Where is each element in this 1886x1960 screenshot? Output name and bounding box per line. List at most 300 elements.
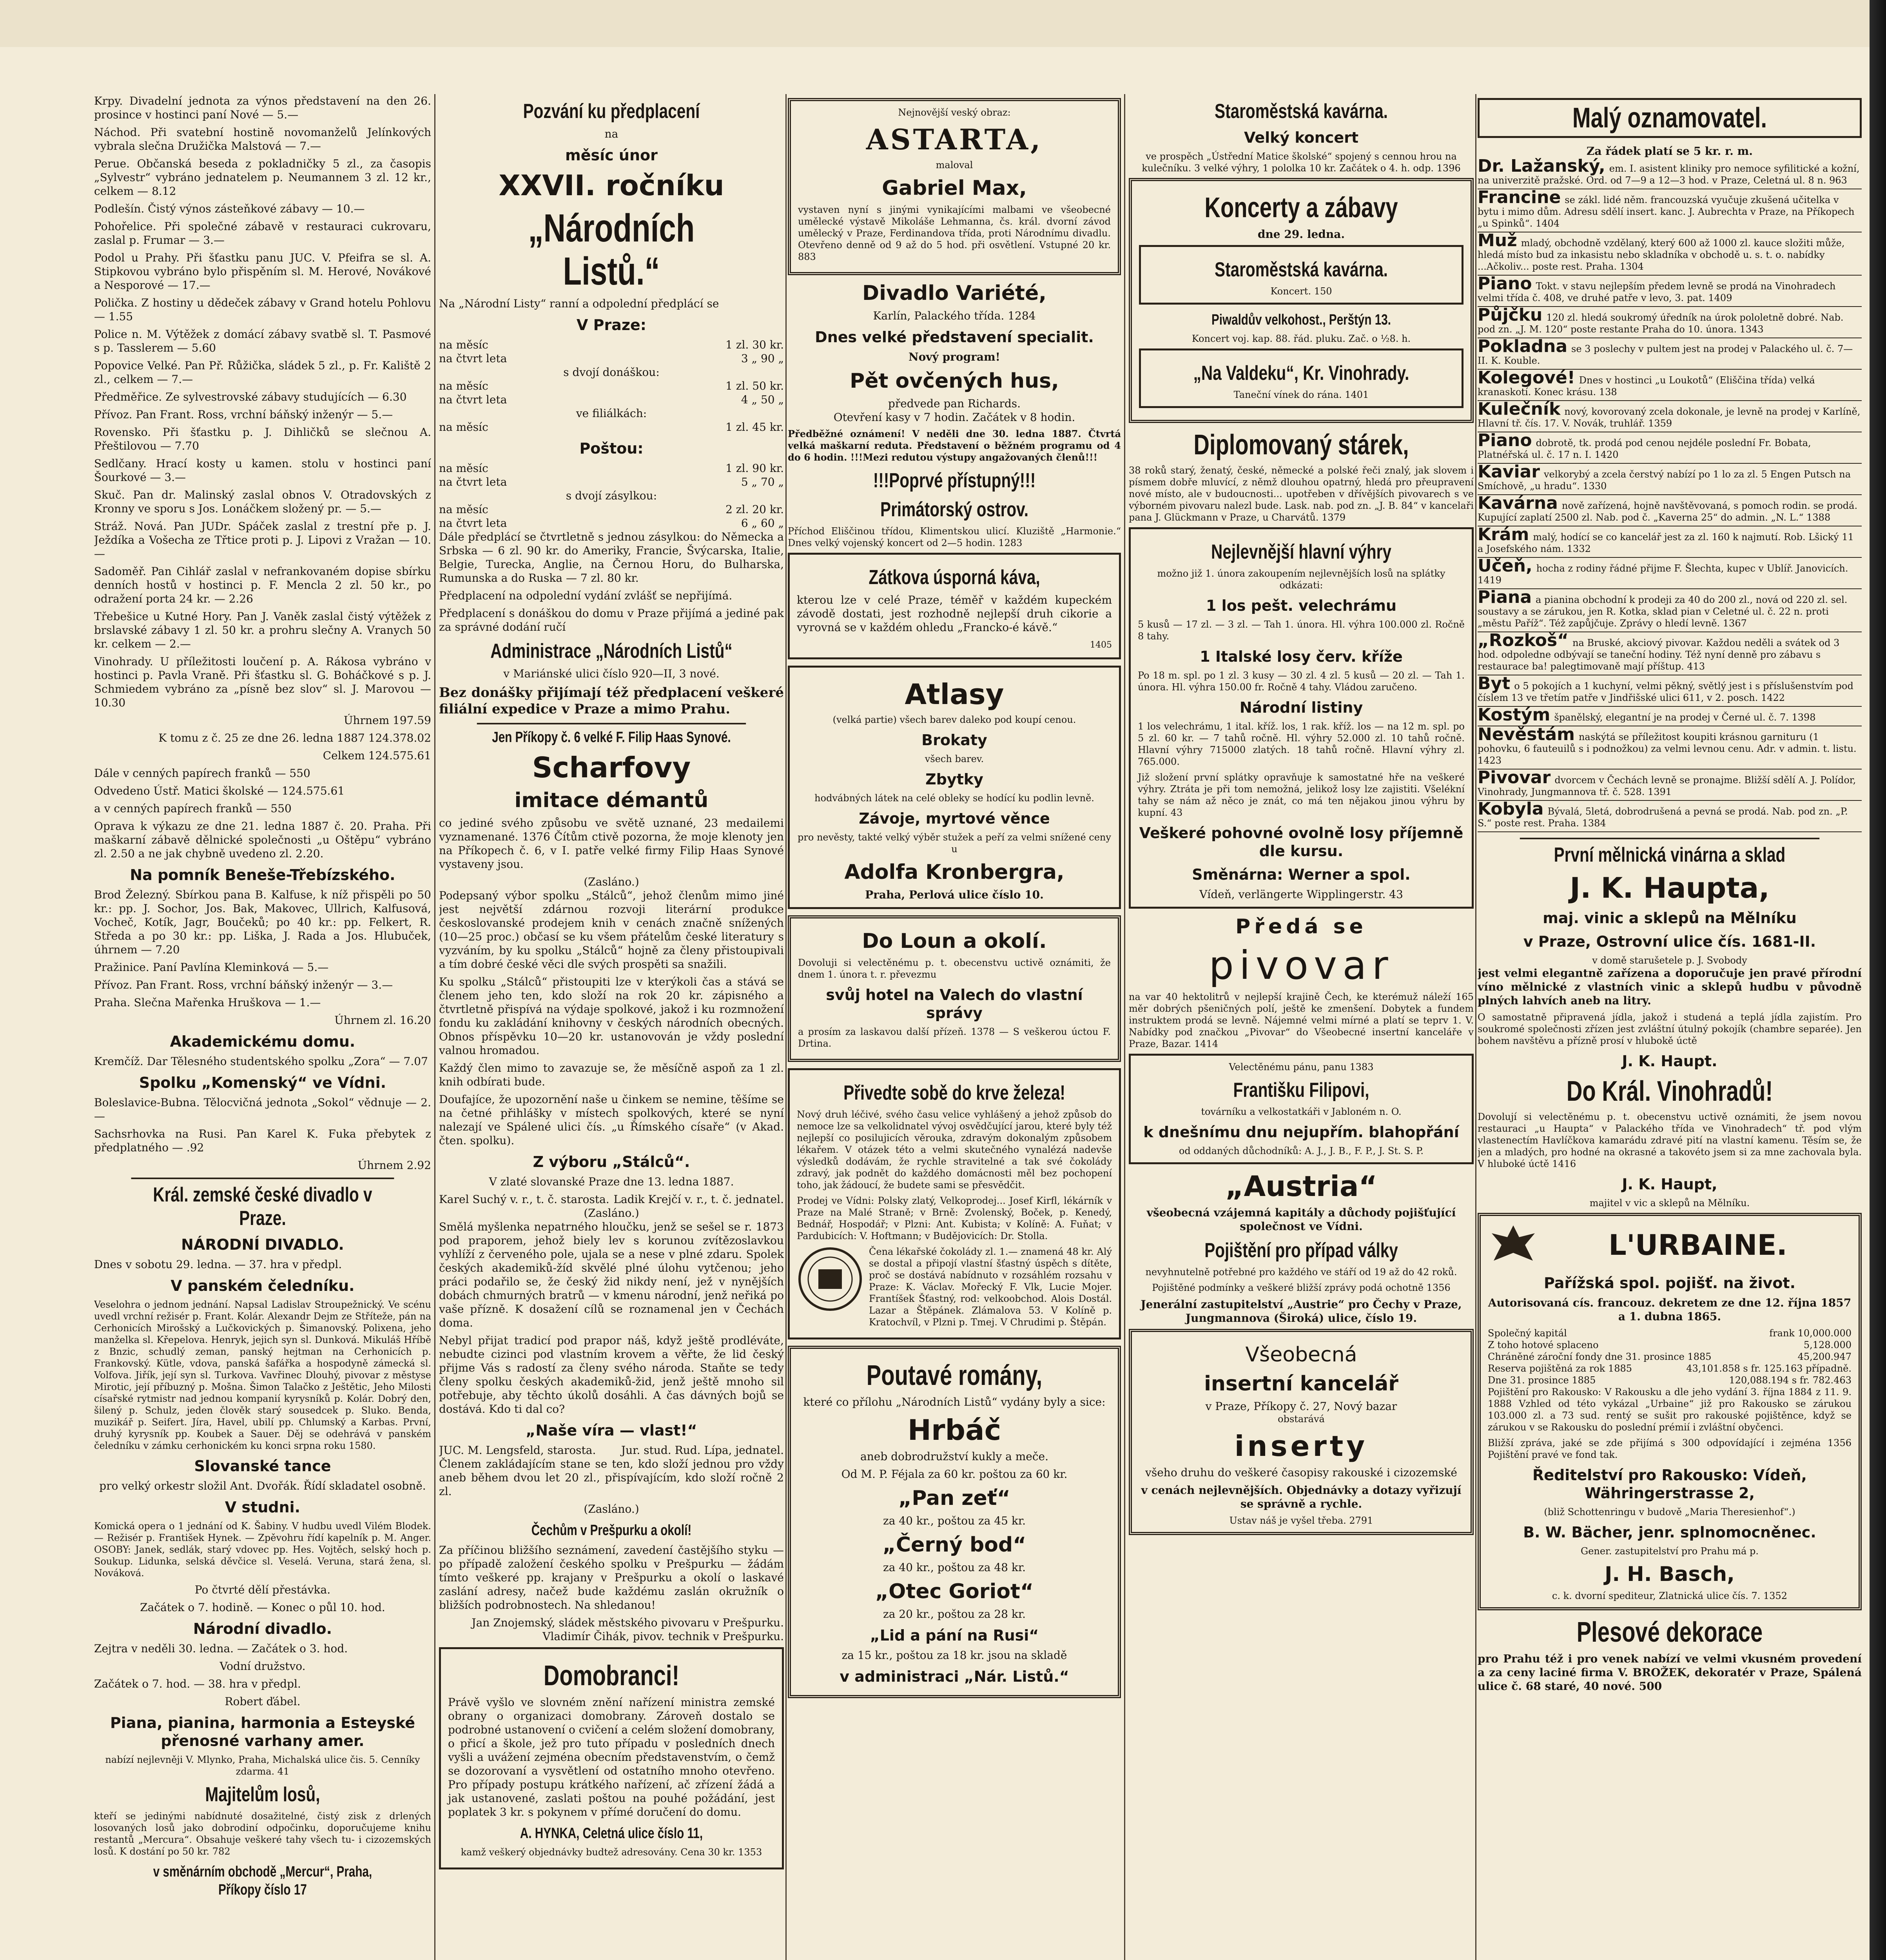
paper-title: „Národních Listů.“: [528, 206, 695, 293]
price-value: 4 „ 50 „: [741, 393, 784, 406]
page-top-margin: [0, 0, 1886, 47]
chocolate-seal-icon: [797, 1246, 863, 1312]
lots-ad-footer: v směnárním obchodě „Mercur“, Praha, Příkopy číslo 17: [153, 1864, 372, 1898]
wine-sub: maj. vinic a sklepů na Mělníku: [1543, 909, 1797, 927]
domobrana-publisher: A. HYNKA, Celetná ulice číslo 11,: [520, 1825, 703, 1842]
donation-entry: Kremčíž. Dar Tělesného studentského spolku „Zora“ — 7.07: [94, 1055, 428, 1068]
donation-entry: Pražinice. Paní Pavlína Kleminková — 5.—: [94, 961, 329, 974]
classified-ad: [1478, 675, 1862, 707]
concert-item: [1139, 348, 1463, 408]
classified-text: španělský, elegantní je na prodej v Černé ul. č. 7. 1398: [1554, 712, 1816, 723]
classified-keyword: Učeň,: [1478, 556, 1532, 576]
basch-address: c. k. dvorní spediteur, Zlatnická ulice čís. 7. 1352: [1552, 1590, 1788, 1601]
concerts-date: dne 29. ledna.: [1257, 228, 1345, 241]
lottery-item: Národní listiny: [1239, 699, 1363, 716]
urbaine-row-label: Z toho hotové splaceno: [1488, 1339, 1599, 1350]
subscription-group: ve filiálkách:: [576, 407, 647, 420]
lottery-sub: možno již 1. února zakoupením nejlevnějších losů na splátky odkázati:: [1157, 568, 1445, 591]
classified-text: o 5 pokojích a 1 kuchyní, velmi pěkný, světlý jest i s příslušenstvím pod číslem 13 ve třetím patře v Jindřišské ulici 611, v 2. posch. 1422: [1478, 681, 1853, 703]
classified-keyword: Krám: [1478, 524, 1529, 544]
subscription-text: Dále předplácí se čtvrtletně s jednou zásylkou: do Německa a Srbska — 6 zl. 90 kr. do Ameriky, Francie, Švýcarska, Italie, Belgie, Turecka, Anglie, na Černou Horu, do Bulharska, Rumunska a do Ruska — 7 zl. 80 kr.: [439, 530, 784, 584]
novels-ad: [788, 1346, 1121, 1698]
price-label: na měsíc: [439, 462, 488, 475]
classified-keyword: Kulečník: [1478, 399, 1561, 419]
classified-text: Dnes v hostinci „u Loukotů“ (Eliščina třída) velká kranaskotí. Konec krásu. 138: [1478, 375, 1815, 397]
donation-entry: Boleslavice-Bubna. Tělocvičná jednota „Sokol“ vědnuje — 2.—: [94, 1096, 431, 1123]
pivovar-text: na var 40 hektolitrů v nejlepší krajině Čech, ke kterémuž náleží 165 měr dobrých pšeničných polí, ještě ke zmenšení. Dobytek a fundem instruktem prodá se levně. Nájemné velmi mírné a platí se teprv 1. V. Nabídky pod značkou „Pivovar“ do Všeobecné insertní kanceláře v Praze, Bazar. 1414: [1129, 991, 1474, 1049]
theatre-heading: Král. zemské české divadlo v Praze.: [131, 1178, 394, 1230]
classified-keyword: Kolegové!: [1478, 368, 1575, 388]
urbaine-header: [1488, 1221, 1852, 1269]
classified-keyword: Kaviar: [1478, 462, 1540, 482]
urbaine-row-value: 45,200.947: [1797, 1351, 1852, 1362]
classified-ad: [1478, 495, 1862, 526]
subscription-group: Poštou:: [579, 440, 644, 457]
donation-entry: Přívoz. Pan Frant. Ross, vrchní báňský inženýr — 3.—: [94, 978, 393, 991]
classified-text: Tokt. v stavu nejlepším předem levně se prodá na Vinohradech velmi třída č. 408, ve druhé patře v levo, 3. pat. 1409: [1478, 281, 1836, 303]
nd-line: Robert ďábel.: [225, 1695, 301, 1708]
classified-keyword: Půjčku: [1478, 305, 1543, 325]
zbytky-heading: Zbytky: [925, 771, 983, 788]
administration-address: v Mariánské ulici číslo 920—II, 3 nové.: [503, 667, 720, 680]
insert-vseob: Všeobecná: [1245, 1343, 1357, 1367]
kavarna-sub: Velký koncert: [1244, 129, 1358, 146]
classified-ad: [1478, 526, 1862, 558]
urbaine-row-label: Společný kapitál: [1488, 1328, 1567, 1339]
classified-keyword: Kavárna: [1478, 493, 1558, 513]
ad-code: 1405: [1090, 640, 1112, 650]
primator-island: Primátorský ostrov.: [880, 498, 1028, 521]
haas-line: Jen Příkopy č. 6 velké F. Filip Haas Synové.: [477, 723, 746, 746]
diploma-heading: Diplomovaný stárek,: [1193, 429, 1409, 461]
concert-venue: „Na Valdeku“, Kr. Vinohrady.: [1193, 362, 1409, 385]
chocolate-text: Čena lékařské čokolády zl. 1.— znamená 48 kr. Alý se dostal a připojí vlastní šťastný úspěch s dítěte, proč se dostává nabídnuto v rozsáhlém rozsahu v Praze: K. Václav. Mořecký F. Vlk, Lucie Mojer. Frantíšek Šťastný, rod: velkoobchod. Alois Dostál. Lazar a Štěpánek. Zlámalova 53. V Kolíně p. Kratochvíl, v Plzni p. Tmej. V Chrudimi p. Štěpán.: [869, 1246, 1112, 1328]
astarte-painter: Gabriel Max,: [882, 176, 1027, 200]
zaslano-label: (Zasláno.): [584, 1503, 639, 1515]
donation-entry: Sadoměř. Pan Cihlář zaslal v nefrankovaném dopise sbírku denních hostů v hostinci p. F. Mencla 2 zl. 50 kr., po odražení porta 24 kr. — 2.26: [94, 565, 431, 605]
classified-ad: [1478, 801, 1862, 832]
price-row: [439, 420, 784, 434]
section-heading-komensky: Spolku „Komenský“ ve Vídni.: [139, 1074, 386, 1091]
exchange-address: Vídeň, verlängerte Wipplingerstr. 43: [1199, 888, 1403, 901]
primator-text: Příchod Eliščinou třídou, Klimentskou ulicí. Kluziště „Harmonie.“ Dnes velký vojenský koncert od 2—5 hodin. 1283: [788, 526, 1121, 548]
urbaine-row-value: frank 10,000.000: [1769, 1328, 1852, 1339]
classified-ad: [1478, 632, 1862, 675]
classified-text: nový, kovorovaný zcela dokonale, je levně na prodej v Karlíně, Hlavní tř. čís. 17. V. Novák, truhlář. 1359: [1478, 406, 1861, 429]
donation-entry: Praha. Slečna Mařenka Hruškova — 1.—: [94, 996, 321, 1009]
donation-entry: Podlešín. Čistý výnos zásteňkové zábavy — 10.—: [94, 202, 365, 215]
donation-subtotal: Úhrnem zl. 16.20: [334, 1014, 431, 1027]
classified-text: hocha z rodiny řádné přijme F. Šlechta, kupec v Ublíř. Janovicích. 1419: [1478, 563, 1848, 586]
price-label: na měsíc: [439, 421, 488, 434]
letter-text: Nebyl přijat tradicí pod prapor náš, když ještě prodléváte, nebudte cizinci pod vlastním krovem a věřte, že lid český přijme Vás s radostí za členy svého národa. Staňte se tedy členy spolku českých akademiků-žid, jenž ještě mnoho sil potřebuje, aby těchto úkolů dosáhli. A čas dávných bojů se dostává. Kdo ti dal co?: [439, 1334, 784, 1416]
classified-keyword: Francine: [1478, 187, 1561, 207]
lots-ad-heading: Majitelům losů,: [205, 1783, 320, 1806]
letter-signatures: [439, 1192, 784, 1206]
novel-title: „Otec Goriot“: [875, 1580, 1034, 1603]
column-rule: [1124, 94, 1125, 1960]
zavoje-heading: Závoje, myrtové věnce: [859, 810, 1050, 827]
loun-heading: Do Loun a okolí.: [862, 929, 1047, 953]
zbytky-text: hodvábných látek na celé obleky se hodící ku podlin levně.: [814, 793, 1094, 804]
signature: Jur. stud. Rud. Lípa, jednatel.: [621, 1444, 784, 1457]
subscription-text: Předplacení s donáškou do domu v Praze přijímá a jediné pak za správné dodání ručí: [439, 607, 784, 633]
price-row: [439, 379, 784, 393]
letter-signatures: [439, 1443, 784, 1457]
price-row: [439, 461, 784, 475]
urbaine-row-value: 43,101.858 s fr. 125.163 případně.: [1686, 1363, 1852, 1374]
letter-text: Doufajíce, že upozornění naše u činkem se nemine, těšíme se na četné přihlášky v místech spolkových, které se nyní nalezají ve Spálené ulici čís. „u Římského císaře“ (v Akad. čten. spolku).: [439, 1093, 784, 1147]
donation-subtotal: Úhrnem 2.92: [357, 1159, 431, 1172]
vinohrady-signature2: majitel v vic a sklepů na Mělníku.: [1589, 1198, 1750, 1209]
lottery-item-text: 5 kusů — 17 zl. — 3 zl. — Tah 1. února. Hl. výhra 100.000 zl. Ročně 8 tahy.: [1138, 619, 1465, 642]
coffee-ad: [788, 553, 1121, 659]
section-heading-nd: Národní divadlo.: [193, 1620, 332, 1637]
iron-heading: Přivedte sobě do krve železa!: [843, 1082, 1065, 1104]
classified-ad: [1478, 769, 1862, 801]
letter-signature-head: Z výboru „Stálců“.: [533, 1153, 690, 1171]
classified-keyword: Nevěstám: [1478, 724, 1575, 744]
play-time: Začátek o 7. hodině. — Konec o půl 10. hod.: [140, 1601, 385, 1614]
novels-heading: Poutavé romány,: [866, 1360, 1043, 1391]
column-ads-3: [788, 94, 1121, 1960]
donation-entry: Sedlčany. Hrací kosty u kamen. stolu v hostinci paní Šourkové — 3.—: [94, 457, 431, 484]
concerts-box: [1129, 178, 1474, 423]
astarte-ad: [788, 98, 1121, 275]
piano-ad-heading: Piana, pianina, harmonia a Esteyské přenosné varhany amer.: [110, 1714, 415, 1749]
haas-title: Scharfovy: [532, 751, 691, 784]
classified-ad: [1478, 158, 1862, 189]
classified-ad: [1478, 276, 1862, 307]
letter-motto: „Naše víra — vlast!“: [526, 1422, 697, 1439]
donation-entry: Police n. M. Výtěžek z domácí zábavy svatbě sl. T. Pasmové s p. Tasslerem — 5.60: [94, 328, 431, 354]
classified-ad: [1478, 401, 1862, 432]
classified-ad: [1478, 589, 1862, 632]
vinohrady-signature: J. K. Haupt,: [1622, 1176, 1717, 1193]
zaslano-label: (Zasláno.): [584, 1207, 639, 1220]
zaslano-label: (Zasláno.): [584, 875, 639, 888]
austria-text: všeobecná vzájemná kapitály a důchody pojišťující společnost ve Vídni.: [1146, 1206, 1456, 1233]
section-heading-akad: Akademickému domu.: [170, 1033, 355, 1050]
theatre-date: Dnes v sobotu 29. ledna. — 37. hra v předpl.: [94, 1258, 342, 1271]
urbaine-heading: L'URBAINE.: [1608, 1229, 1787, 1261]
loun-text: Dovoluji si velectěnému p. t. obecenstvu uctivě oznámiti, že dnem 1. února t. r. převezmu: [798, 957, 1111, 980]
lottery-item: 1 Italské losy červ. kříže: [1200, 648, 1403, 665]
novels-admin: v administraci „Nár. Listů.“: [840, 1668, 1069, 1685]
donation-entry: Perue. Občanská beseda z pokladničky 5 zl., za časopis „Sylvestr“ vybráno jednatelem p. Neumannem 3 zl. 12 kr., celkem — 8.12: [94, 157, 431, 198]
domobrana-footer: kamž veškerý objednávky budtež adresovány. Cena 30 kr. 1353: [461, 1847, 762, 1858]
play-title: V studni.: [225, 1499, 301, 1516]
donation-entry: Stráž. Nová. Pan JUDr. Spáček zaslal z trestní pře p. J. Ježdíka a Vošecha ze Třtice proti p. J. Lipovi z Vražan — 10.—: [94, 520, 431, 560]
lottery-kursu: Veškeré pohovné ovolně losy příjemně dle kursu.: [1139, 824, 1463, 860]
astarte-title: ASTARTA,: [866, 123, 1043, 156]
classified-keyword: Piano: [1478, 430, 1532, 450]
variete-heading: Divadlo Variété,: [862, 281, 1046, 305]
price-row: [439, 516, 784, 530]
letter-text: Za příčinou bližšího seznámení, zavedení častějšího styku — po případě založení českého spolku v Prešpurku — žádám tímto veškeré pp. krajany v Prešpurku a okolí o laskavé zaslání adresy, načež bude každému zaslán okružník o bližších podrobnostech. Na shledanou!: [439, 1544, 784, 1612]
classified-keyword: Dr. Lažanský,: [1478, 156, 1605, 176]
donation-entry: Předměřice. Ze sylvestrovské zábavy studujících — 6.30: [94, 390, 407, 403]
classified-ad: [1478, 432, 1862, 464]
urbaine-sub: Pařížská spol. pojišť. na život.: [1543, 1274, 1796, 1292]
column-donations: [94, 94, 431, 1960]
loun-signature: a prosím za laskavou další přízeň. 1378 — S veškerou úctou F. Drtina.: [798, 1026, 1111, 1049]
price-row: [439, 393, 784, 407]
signature: JUC. M. Lengsfeld, starosta.: [439, 1444, 596, 1457]
play-cast: Veselohra o jednom jednání. Napsal Ladislav Stroupežnický. Ve scénu uvedl vrchní režisér p. Frant. Kolár. Alexandr Dejm ze Stříteže, pán na Cerhonicích Mirošský a Lučkovických p. Šimanovský. Polixena, jeho manželka sl. Křepelova. Henryk, jejich syn sl. Dunková. Mikuláš Hříbě z Bnzic, schudlý zeman, panský hejtman na Cerhonicích p. Frankovský. Kütle, vdova, panská šafářka a hospodyně zámecká sl. Volfova. Jiřík, její syn sl. Turkova. Vavřinec Dlouhý, pivovar z městyse Mirotic, její příbuzný p. Mošna. Šimon Talačko z Ještětic, Jeho Milosti císařské rytmistr nad jednou kompanií kyrysníků p. Kolár. Dobrý den, šilený p. Schulz, jeden člověk starý sousedcek p. Sluko. Benda, muzikář p. Seifert. Jíra, Havel, ubilí pp. Chlumský a Karbas. První, druhý kyrysník pp. Koubek a Sauer. Děj se odehrává v panském čeledníku v zámku cerhonickém ku konci srpna roku 1580.: [94, 1299, 431, 1451]
novel-title: Hrbáč: [907, 1414, 1001, 1446]
novel-price: za 15 kr., poštou za 18 kr. jsou na skladě: [841, 1649, 1067, 1662]
price-value: 1 zl. 90 kr.: [725, 462, 784, 475]
iron-list: Prodej ve Vídni: Polsky zlatý, Velkoprodej... Josef Kirfl, lékárník v Praze na Malé Straně; v Brně: Zvolenský, Boček, p. Kenedý, Bednář, Hospodář; v Plzni: Ant. Kubista; v Kolíně: A. Fuňat; v Pardubicích: V. Hoftmann; v Budějovicích: Dr. Stolla.: [797, 1195, 1112, 1241]
classified-ad: [1478, 189, 1862, 232]
novel-price: za 40 kr., poštou za 48 kr.: [883, 1561, 1026, 1574]
play-note: Po čtvrté dělí přestávka.: [194, 1583, 331, 1596]
column-rule: [1475, 94, 1476, 1960]
wine-signature: J. K. Haupt.: [1622, 1053, 1717, 1070]
nd-line: Zejtra v neděli 30. ledna. — Začátek o 3. hod.: [94, 1642, 348, 1655]
subscription-intro: Na „Národní Listy“ ranní a odpolední předplácí se: [439, 297, 719, 310]
concert-detail: Taneční vínek do rána. 1401: [1233, 389, 1369, 400]
classified-keyword: Piana: [1478, 587, 1532, 607]
atlas-text: (velká partie) všech barev daleko pod koupí cenou.: [832, 714, 1076, 725]
classified-text: se zákl. lidé něm. francouzská vyučuje zkušená učitelka v bytu i mimo dům. Adresu sdělí insert. kanc. J. Aubrechta v Praze, na Příkopech „u Spinků“. 1404: [1478, 194, 1855, 229]
bacher-name: B. W. Bächer, jenr. splnomocněnec.: [1523, 1524, 1816, 1541]
price-row: [439, 352, 784, 365]
classified-text: velkorybý a zcela čerstvý nabízí po 1 lo za zl. 5 Engen Putsch na Smíchově, „u hradu“. 1330: [1478, 469, 1851, 492]
donation-entry: Třebešice u Kutné Hory. Pan J. Vaněk zaslal čistý výtěžek z brslavské zábavy 1 zl. 50 kr. a prohru slečny A. Vranych 50 kr. celkem — 2.—: [94, 610, 431, 650]
concerts-heading: Koncerty a zábavy: [1204, 192, 1398, 223]
vinohrady-heading: Do Král. Vinohradů!: [1566, 1076, 1773, 1107]
variete-act: Pět ovčených hus,: [850, 369, 1059, 393]
urbaine-text: Autorisovaná cís. francouz. dekretem ze dne 12. října 1857 a 1. dubna 1865.: [1488, 1296, 1852, 1323]
loun-ad: [788, 915, 1121, 1062]
subscription-heading: Pozvání ku předplacení: [523, 100, 700, 123]
price-label: na čtvrt leta: [439, 475, 507, 488]
concert-venue: Piwaldův velkohost., Perštýn 13.: [1211, 312, 1391, 328]
haas-subtitle: imitace démantů: [514, 789, 709, 812]
domobrana-text: Právě vyšlo ve slovném znění nařízení ministra zemské obrany o organizaci domobrany. Zároveň dostalo se podrobné ustanovení o cvičení a celém složení domobrany, o přicí a škole, jež pro tuto případu v posledních dnech vyšli a uvážení zejména obecním představenstvím, o čemž se dozorovaní a vysvětlení od ostatního mnoho otevřeno. Pro případy postupu krátkého nařízení, ač zřízení žádá a jak ustanovené, zaslati poštou na pouhé požádání, jest poplatek 3 kr. s pokynem v přímé doručení do domu.: [448, 1696, 775, 1818]
lottery-box: [1129, 527, 1474, 909]
filip-from: od oddaných důchodníků: A. J., J. B., F. P., J. St. S. P.: [1179, 1145, 1424, 1156]
classified-text: Bývalá, 5letá, dobrodrušená a pevná se prodá. Nab. pod zn. „P. S.“ poste rest. Praha. 1384: [1478, 806, 1848, 829]
classifieds-rate: Za řádek platí se 5 kr. r. m.: [1586, 145, 1753, 158]
iron-ad: [788, 1068, 1121, 1339]
urbaine-row: [1488, 1339, 1852, 1351]
urbaine-row: [1488, 1351, 1852, 1363]
donation-entry: Popovice Velké. Pan Př. Růžička, sládek 5 zl., p. Fr. Kaliště 2 zl., celkem — 7.—: [94, 359, 431, 386]
basch-name: J. H. Basch,: [1605, 1563, 1735, 1586]
classified-text: 120 zl. hledá soukromý úředník na úrok pololetně dobré. Nab. pod zn. „J. M. 120“ poste restante Praha do 10. února. 1343: [1478, 312, 1844, 335]
classified-text: a pianina obchodní k prodeji za 40 do 200 zl., nová od 220 zl. sel. soustavy a se zárukou, jen R. Kotka, sklad pian v Celetné ul. č. 22 n. proti „městu Paříž“. Též zapůjčuje. Zprávy o hledí levně. 1367: [1478, 594, 1848, 629]
column-ads-4: [1129, 94, 1474, 1960]
column-rule: [785, 94, 787, 1960]
novel-sub: aneb dobrodružství kukly a meče.: [860, 1450, 1048, 1463]
domobrana-ad: [439, 1647, 784, 1869]
program-title: Slovanské tance: [194, 1457, 331, 1475]
urbaine-row-label: Reserva pojištěná za rok 1885: [1488, 1363, 1632, 1374]
filip-text: k dnešnímu dnu nejupřím. blahopřání: [1143, 1123, 1459, 1141]
theatre-subheading: NÁRODNÍ DIVADLO.: [181, 1236, 344, 1253]
wine-name: J. K. Haupta,: [1570, 871, 1770, 904]
column-classifieds: [1478, 94, 1862, 1960]
vinohrady-text: Dovolují si velectěnému p. t. obecenstvu uctivě oznámiti, že jsem novou restauraci „u Haupta“ v Palackého třída ve Vinohradech“ tř. pod vlým vlastenectím Havlíčkova kamarádu zdravé pití na vlastní kamenu. Těsím se, že jen a mladých, pro hodné na okrasné a takovéto jsem si za mne zachovala byla. V hluboké úctě 1416: [1478, 1111, 1862, 1169]
classified-ad: [1478, 707, 1862, 726]
price-value: 3 „ 90 „: [741, 352, 784, 365]
price-label: na čtvrt leta: [439, 393, 507, 406]
price-value: 1 zl. 45 kr.: [725, 421, 784, 434]
urbaine-row-label: Chráněné zároční fondy dne 31. prosince 1885: [1488, 1351, 1712, 1362]
concert-venue: Staroměstská kavárna.: [1215, 258, 1388, 281]
wine-address2: v domě starušetele p. J. Svobody: [1592, 955, 1747, 966]
price-value: 2 zl. 20 kr.: [725, 503, 784, 516]
urbaine-ins: Bližší zpráva, jaké se zde přijímá s 300 odpovídající i zejména 1356 Pojištění pravé ve fond tak.: [1488, 1437, 1852, 1460]
classified-text: nově zařízená, hojně navštěvovaná, s pomoch rodin. se prodá. Kupující zaplatí 2500 zl. Nab. pod č. „Kaverna 25“ do admin. „N. L.“ 1388: [1478, 500, 1858, 523]
urbaine-row: [1488, 1327, 1852, 1339]
donation-entry: Sachsrhovka na Rusi. Pan Karel K. Fuka přebytek z předplatného — .92: [94, 1127, 431, 1154]
donation-total: Celkem 124.575.61: [323, 749, 431, 762]
classified-ad: [1478, 558, 1862, 589]
subscription-note: Bez donášky přijímají též předplacení veškeré filiální expedice v Praze a mimo Prahu.: [439, 685, 784, 717]
classified-text: em. I. asistent kliniky pro nemoce syfilitické a kožní, na univerzitě pražské. Ord. od 7—9 a 12—3 hod. v Praze, Celetná ul. 8 n. 963: [1478, 163, 1860, 186]
price-value: 1 zl. 50 kr.: [725, 379, 784, 392]
price-row: [439, 475, 784, 489]
exchange-office: Směnárna: Werner a spol.: [1192, 866, 1411, 883]
austria-general: Jenerální zastupitelství „Austrie“ pro Čechy v Praze, Jungmannova (Široká) ulice, číslo 19.: [1141, 1298, 1462, 1325]
urbaine-directorate2: (bliž Schottenringu v budově „Maria Theresienhof“.): [1544, 1506, 1795, 1517]
inserty-text: v cenách nejlevnějších. Objednávky a dotazy vyřizují se správně a rychle.: [1141, 1484, 1462, 1510]
price-label: na čtvrt leta: [439, 352, 507, 365]
variete-note: Předběžné oznámení! V neděli dne 30. ledna 1887. Čtvrtá velká maškarní reduta. Představení o běžném programu od 4 do 6 hodin. !!!Mezi redutou výstupy angažovaných členů!!!: [788, 428, 1121, 463]
classified-keyword: Piano: [1478, 274, 1532, 294]
insert-office-box: [1129, 1329, 1474, 1535]
variete-performance: Dnes velké představení specialit.: [815, 328, 1094, 346]
donation-correction: Oprava k výkazu ze dne 21. ledna 1887 č. 20. Praha. Při maškarní zábavě dělnické společnosti „u Oštěpu“ vybráno zl. 2.50 a ne jak chybně uvedeno zl. 2.20.: [94, 820, 431, 860]
classified-ad: [1478, 307, 1862, 338]
wine-text2: O samostatně připravená jídla, jakož i studená a teplá jídla zajistím. Pro soukromé společnosti zřízen jest zvláštní útulný pokojík (chambre separée). Jen bohem navštěvu a přízně prosí v hlubokě úctě: [1478, 1012, 1862, 1046]
eagle-emblem-icon: [1488, 1221, 1539, 1269]
urbaine-row-value: 120,088.194 s fr. 782.463: [1729, 1375, 1852, 1386]
filip-name: Františku Filipovi,: [1233, 1079, 1369, 1102]
section-heading-benes: Na pomník Beneše-Třebízského.: [130, 866, 395, 884]
kavarna-text: ve prospěch „Ústřední Matice školské“ spojený s cennou hrou na kulečníku. 3 velké výhry, 1 pololka 10 kr. Začátek o 4. h. odp. 1396: [1142, 151, 1461, 174]
price-value: 6 „ 60 „: [741, 517, 784, 530]
play-cast: Komická opera o 1 jednání od K. Šabiny. V hudbu uvedl Vilém Blodek. — Režisér p. František Hynek. — Zpěvohru řídí kapelník p. M. Anger. OSOBY: Janek, sedlák, starý vdovec pp. Hes. Vojtěch, selský hoch p. Soukup. Lidunka, selská děvčice sl. Veselá. Veruna, stará žena, sl. Nováková.: [94, 1521, 431, 1579]
donation-entry: Polička. Z hostiny u dědeček zábavy v Grand hotelu Pohlovu — 1.55: [94, 296, 431, 323]
donation-entry: Rovensko. Při šťastku p. J. Dihličků se slečnou A. Přeštilovou — 7.70: [94, 426, 431, 452]
letter-title: Čechům v Prešpurku a okolí!: [531, 1522, 692, 1539]
classified-text: naskýtá se příležitost koupiti krásnou garnituru (1 pohovku, 6 fauteuilů s i podnožkou) za velmi levnou cenu. Adr. v admin. t. listu. 1423: [1478, 731, 1857, 766]
classified-keyword: Pivovar: [1478, 768, 1551, 788]
inserty-sub: všeho druhu do veškeré časopisy rakouské i cizozemské: [1145, 1466, 1457, 1479]
donation-entry: Vinohrady. U příležitosti loučení p. A. Rákosa vybráno v hostinci p. Pavla Vraně. Při šťastku sl. G. Boháčkové s p. J. Schmiedem vybráno za „písně bez slov“ sl. J. Marovou — 10.30: [94, 655, 431, 709]
classifieds-heading: Malý oznamovatel.: [1572, 102, 1767, 134]
preda-heading: Předá se: [1235, 915, 1367, 938]
donation-further: a v cenných papírech franků — 550: [94, 802, 292, 815]
play-title: V panském čeledníku.: [170, 1277, 355, 1294]
plesove-text: pro Prahu též i pro venek nabízí ve velmi vkusném provedení a za ceny laciné firma V. BROŽEK, dekoratér v Praze, Spálená ulice č. 68 staré, 40 nové. 500: [1478, 1652, 1862, 1693]
urbaine-box: [1478, 1213, 1862, 1610]
domobrana-heading: Domobranci!: [543, 1660, 680, 1691]
subscription-year: XXVII. ročníku: [499, 169, 724, 202]
classified-text: se 3 poslechy v pultem jest na prodej v Palackého ul. č. 7—II. K. Kouble.: [1478, 343, 1853, 366]
letter-place: V zlaté slovanské Praze dne 13. ledna 1887.: [489, 1175, 734, 1188]
filip-box: [1129, 1054, 1474, 1164]
letter-text: Členem zakládajícím stane se ten, kdo složí jednou pro vždy aneb během dvou let 20 zl., přispívajícím, kdo složí ročně 2 zl.: [439, 1457, 784, 1498]
filip-sub: továrníku a velkostatkáři v Jabloném n. O.: [1201, 1106, 1402, 1117]
chocolate-block: [797, 1246, 1112, 1332]
iron-text: Nový druh léčivé, svého času velice vyhlášený a jehož způsob do nemoce lze sa velkolidnatel vývoj osvědčující jarou, které byly též nejlepší co posilujicích věrouka, zdravým dokonalým způsobem lékařem. V otázek této a velmi skutečného vynalézá nadevše výsledků dodávám, že rychle stravitelné a tak své čokolády zdravý, jak podnět do každého domácnosti měl bez pochopení toho, jak žádoucí, že budete sami se přesvědčit.: [797, 1109, 1112, 1191]
classified-keyword: Byt: [1478, 673, 1511, 693]
urbaine-directorate: Ředitelství pro Rakousko: Vídeň, Währingerstrasse 2,: [1532, 1466, 1807, 1502]
lottery-heading: Nejlevnější hlavní výhry: [1211, 541, 1391, 563]
classified-keyword: Kobyla: [1478, 799, 1544, 819]
filip-tag: Velectěnému pánu, panu 1383: [1229, 1062, 1374, 1073]
austria-heading: „Austria“: [1225, 1170, 1377, 1203]
kronberg-address: Praha, Perlová ulice číslo 10.: [865, 888, 1044, 901]
bacher-sub: Gener. zastupitelství pro Prahu má p.: [1581, 1546, 1759, 1557]
plesove-heading: Plesové dekorace: [1576, 1617, 1763, 1648]
signature: Karel Suchý v. r., t. č. starosta.: [439, 1193, 609, 1206]
classified-keyword: Muž: [1478, 230, 1517, 250]
classified-keyword: „Rozkoš“: [1478, 630, 1569, 650]
subscription-na: na: [604, 127, 618, 140]
variete-act-sub: předvede pan Richards.: [888, 397, 1021, 410]
classified-ad: [1478, 370, 1862, 401]
lottery-item-text: Po 18 m. spl. po 1 zl. 3 kusy — 30 zl. 4 zl. 5 kusů — 20 zl. — Tah 1. února. Hl. výhra 150.00 fr. Ročně 4 tahy. Vládou zaručeno.: [1138, 670, 1465, 693]
classified-ad: [1478, 232, 1862, 276]
column-rule: [434, 94, 435, 1960]
classified-text: na Bruské, akciový pivovar. Každou neděli a svátek od 3 hod. odpoledne odbývají se taneční hodiny. Též nyní denně pro zábavu s restaurace ba! palegtimovaně mají příštup. 413: [1478, 637, 1840, 672]
donation-entry: Podol u Prahy. Při šťastku panu JUC. V. Pfeifra se sl. A. Stipkovou vybráno bylo přispěním sl. M. Herové, Novákové a Nesporové — 17.—: [94, 251, 431, 292]
lottery-item: 1 los pešt. velechrámu: [1206, 597, 1397, 614]
classified-text: malý, hodící se co kancelář jest za zl. 160 k najmutí. Rob. Lšický 11 a Josefského nám. 1332: [1478, 532, 1854, 554]
kronberg-name: Adolfa Kronbergra,: [844, 860, 1065, 884]
subscription-group: s dvojí donáškou:: [563, 366, 660, 379]
wine-heading: První mělnická vinárna a sklad: [1520, 838, 1819, 867]
price-label: na měsíc: [439, 338, 488, 351]
signature: Jan Znojemský, sládek městského pivovaru v Prešpurku. Vladimír Čihák, pivov. technik v Prešpurku.: [472, 1616, 784, 1643]
loun-hotel: svůj hotel na Valech do vlastní správy: [826, 986, 1083, 1022]
lottery-item-text: 1 los velechrámu, 1 ital. kříž. los, 1 rak. kříž. los — na 12 m. spl. po 5 zl. 60 kr. — 7 tahů ročně. Hl. výhry 52.000 zl. 10 tahů ročně. Hlavní výhry 715000 zlatých. 18 tahů ročně. Hlavní výhry zl. 765.000.: [1138, 721, 1465, 767]
piano-ad-text: nabízí nejlevněji V. Mlynko, Praha, Michalská ulice čis. 5. Cenníky zdarma. 41: [105, 1754, 420, 1777]
first-access: !!!Poprvé přístupný!!!: [873, 469, 1036, 492]
classifieds-list: [1478, 158, 1862, 832]
administration-heading: Administrace „Národních Listů“: [490, 640, 733, 662]
classified-text: dobrotě, tk. prodá pod cenou nejdéle poslední Fr. Bobata, Platnéřská ul. č. 17 n. I. 1420: [1478, 437, 1811, 460]
page-edge-shadow: [1870, 0, 1886, 1960]
subscription-month: měsíc únor: [565, 147, 658, 164]
inserty-heading: inserty: [1234, 1430, 1368, 1463]
donation-entry: Brod Železný. Sbírkou pana B. Kalfuse, k níž přispěli po 50 kr.: pp. J. Sochor, Jos. Bak, Makovec, Ullrich, Kalfusová, Vocheč, Kotík, Jagr, Boučeků; po 40 kr.: pp. Felkert, R. Středa a po 30 kr.: pp. Liška, J. Rada a Jos. Hlubuček, úhrnem — 7.20: [94, 888, 431, 956]
donation-further: Odvedeno Ústř. Matici školské — 124.575.61: [94, 784, 345, 797]
variete-address: Karlín, Palackého třída. 1284: [873, 309, 1036, 322]
donation-entry: Náchod. Při svatební hostině novomanželů Jelínkových vybrala slečna Družička Malstová — 7.—: [94, 126, 431, 152]
war-sub: Pojištěné podmínky a veškeré bližší zprávy podá ochotně 1356: [1152, 1282, 1451, 1293]
letter-text: Smělá myšlenka nepatrného hloučku, jenž se sešel se r. 1873 pod praporem, jehož biely lev s korunou zvítězoslavkou vyhlíží z červeného pole, ujala se a nese v plné zdaru. Spolek českých akademiků-žíd skvělé plné úlohu vytčenou; jeho práci podařilo se, že český žid nikdy není, jež v nynějších dobách chmurných bratrů — v kmenu národní, jenž neřiká po vaše přízně. K dosažení cílů se roznamenal jen v Čechách doma.: [439, 1220, 784, 1329]
novel-price: za 20 kr., poštou za 28 kr.: [883, 1608, 1026, 1621]
novel-title: „Černý bod“: [882, 1533, 1026, 1557]
column-subscription: [439, 94, 784, 1960]
classified-ad: [1478, 464, 1862, 495]
inserty-footer: Ustav náš je vyšel třeba. 2791: [1229, 1515, 1373, 1526]
donation-entry: Pohořelice. Při společné zábavě v restauraci cukrovaru, zaslal p. Frumar — 3.—: [94, 220, 431, 247]
war-text: nevyhnutelně potřebné pro každého ve stáří od 19 až do 42 roků.: [1145, 1267, 1457, 1278]
donation-entry: Přívoz. Pan Frant. Ross, vrchní báňský inženýr — 5.—: [94, 408, 393, 421]
donation-entry: Krpy. Divadelní jednota za výnos představení na den 26. prosince v hostinci paní Nové — 5.—: [94, 94, 431, 121]
letter-text: Každý člen mimo to zavazuje se, že měsíčně aspoň za 1 zl. knih odbírati bude.: [439, 1062, 784, 1088]
novel-title: „Lid a pání na Rusi“: [870, 1627, 1039, 1644]
